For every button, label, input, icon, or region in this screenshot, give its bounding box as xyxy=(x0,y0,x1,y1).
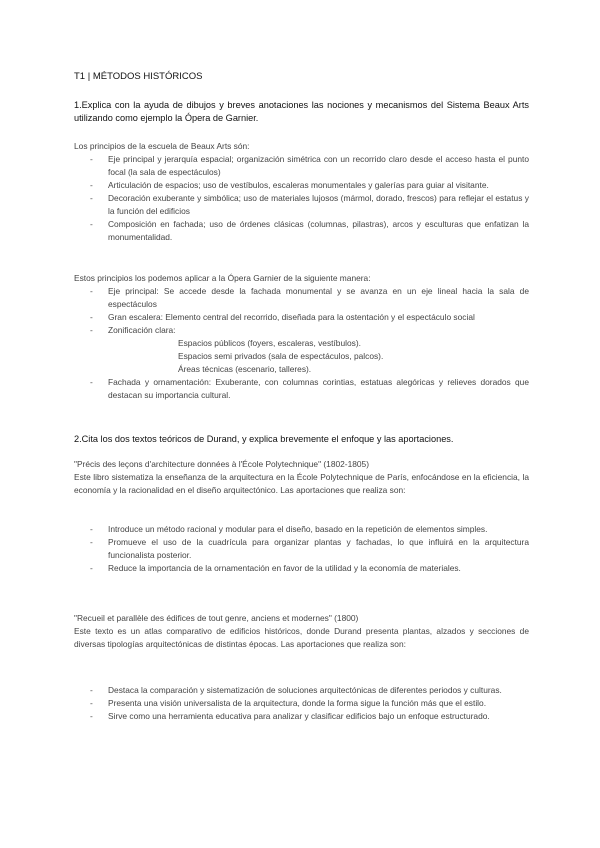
text1-section xyxy=(74,458,529,497)
list-item: - Zonificación clara: Espacios públicos (foyers, escaleras, vestíbulos). Espacios semi privados (sala de espectáculos, palcos). Áreas técnicas (escenario, talleres). xyxy=(74,324,529,376)
zone-item: Áreas técnicas (escenario, talleres). xyxy=(178,364,312,374)
list-item: - Fachada y ornamentación: Exuberante, con columnas corintias, estatuas alegóricas y relieves dorados que destacan su importancia cultural. xyxy=(90,377,529,400)
question-2: 2.Cita los dos textos teóricos de Durand, y explica brevemente el enfoque y las aportaciones. xyxy=(74,434,454,444)
opera-section xyxy=(74,272,529,402)
text1-list xyxy=(74,523,529,575)
text1-heading: "Précis des leçons d'architecture données à l'École Polytechnique" (1802-1805) xyxy=(74,459,369,469)
text2-aportaciones xyxy=(74,684,529,723)
text2-body: Este texto es un atlas comparativo de edificios históricos, donde Durand presenta plantas, alzados y secciones de diversas tipologías arquitectónicas de distintas épocas. Las aportaciones que realiza son: xyxy=(74,626,529,649)
opera-intro: Estos principios los podemos aplicar a la Ópera Garnier de la siguiente manera: xyxy=(74,273,371,283)
principles-list xyxy=(74,153,529,244)
list-item: - Promueve el uso de la cuadrícula para organizar plantas y fachadas, lo que influirá en la arquitectura funcionalista posterior. xyxy=(90,537,529,560)
text2-list xyxy=(74,684,529,723)
zone-item: Espacios semi privados (sala de espectáculos, palcos). xyxy=(178,351,384,361)
principles-section xyxy=(74,140,529,244)
text1-body: Este libro sistematiza la enseñanza de la arquitectura en la École Polytechnique de París, enfocándose en la eficiencia, la economía y la racionalidad en el diseño arquitectónico. Las aportaciones que realiza son: xyxy=(74,472,529,495)
list-item: - Gran escalera: Elemento central del recorrido, diseñada para la ostentación y el espectáculo social xyxy=(90,312,475,322)
list-item: - Composición en fachada; uso de órdenes clásicas (columnas, pilastras), arcos y esculturas que enfatizan la monumentalidad. xyxy=(90,219,529,242)
page-title: T1 | MÉTODOS HISTÓRICOS xyxy=(74,71,203,82)
principles-intro: Los principios de la escuela de Beaux Arts són: xyxy=(74,141,250,151)
list-item: - Decoración exuberante y simbólica; uso de materiales lujosos (mármol, dorado, frescos) para reflejar el estatus y la función del edificios xyxy=(90,193,529,216)
text1-aportaciones xyxy=(74,523,529,575)
list-item: - Destaca la comparación y sistematización de soluciones arquitectónicas de diferentes periodos y culturas. xyxy=(90,685,502,695)
text2-heading: "Recueil et parallèle des édifices de tout genre, anciens et modernes" (1800) xyxy=(74,613,359,623)
list-item: - Sirve como una herramienta educativa para analizar y clasificar edificios bajo un enfoque estructurado. xyxy=(90,711,490,721)
zones-list xyxy=(108,337,529,376)
list-item: - Introduce un método racional y modular para el diseño, basado en la repetición de elementos simples. xyxy=(90,524,488,534)
list-item: - Eje principal: Se accede desde la fachada monumental y se avanza en un eje lineal hacia la sala de espectáculos xyxy=(90,286,529,309)
list-item: - Articulación de espacios; uso de vestíbulos, escaleras monumentales y galerías para guiar al visitante. xyxy=(90,180,489,190)
list-item: - Eje principal y jerarquía espacial; organización simétrica con un recorrido claro desde el acceso hasta el punto focal (la sala de espectáculos) xyxy=(90,154,529,177)
zone-item: Espacios públicos (foyers, escaleras, vestíbulos). xyxy=(178,338,361,348)
text2-section xyxy=(74,612,529,651)
list-item: - Presenta una visión universalista de la arquitectura, donde la forma sigue la función más que el estilo. xyxy=(90,698,487,708)
opera-list xyxy=(74,285,529,402)
list-item: - Reduce la importancia de la ornamentación en favor de la utilidad y la economía de materiales. xyxy=(90,563,461,573)
question-1: 1.Explica con la ayuda de dibujos y breves anotaciones las nociones y mecanismos del Sistema Beaux Arts utilizando como ejemplo la Ópera de Garnier. xyxy=(74,100,529,123)
